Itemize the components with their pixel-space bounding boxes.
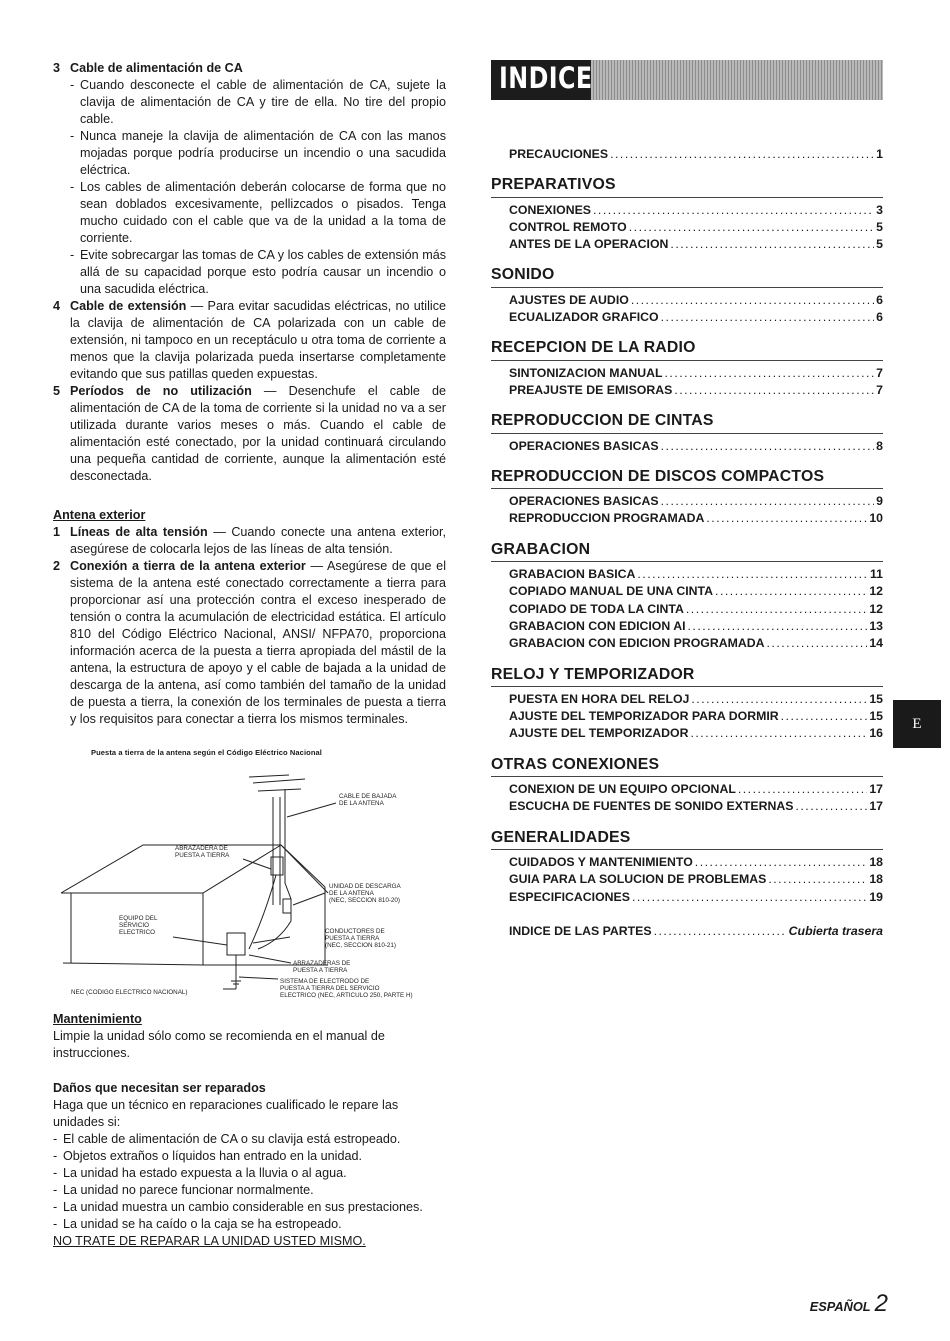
item-title: Cable de alimentación de CA bbox=[70, 61, 243, 75]
toc-leader-dots bbox=[781, 708, 868, 725]
label-abrazadera: ABRAZADERA DE PUESTA A TIERRA bbox=[175, 845, 230, 860]
antenna-grounding-diagram bbox=[53, 765, 446, 1005]
page-footer bbox=[810, 1290, 888, 1318]
toc-entry-label: GRABACION CON EDICION AI bbox=[509, 618, 686, 633]
toc-entry-label: ESCUCHA DE FUENTES DE SONIDO EXTERNAS bbox=[509, 799, 794, 814]
toc-section-title: OTRAS CONEXIONES bbox=[491, 756, 883, 777]
toc-entry-label: GRABACION BASICA bbox=[509, 567, 636, 582]
label-equipo-servicio: EQUIPO DEL SERVICIO ELECTRICO bbox=[119, 915, 158, 937]
page-number: 2 bbox=[874, 1290, 888, 1317]
toc-entry-label: ECUALIZADOR GRAFICO bbox=[509, 310, 659, 325]
list-item: - La unidad muestra un cambio considerable en sus prestaciones. bbox=[53, 1199, 446, 1216]
toc-leader-dots bbox=[767, 635, 868, 652]
toc-entry[interactable] bbox=[491, 202, 883, 219]
toc-entry[interactable] bbox=[491, 566, 883, 583]
toc-leader-dots bbox=[670, 236, 874, 253]
label-abrazaderas: ABRAZADERAS DE PUESTA A TIERRA bbox=[293, 960, 351, 975]
list-item: - La unidad se ha caído o la caja se ha estropeado. bbox=[53, 1216, 446, 1233]
toc-entry[interactable] bbox=[491, 618, 883, 635]
toc-entry[interactable] bbox=[491, 365, 883, 382]
item-text: — Desenchufe el cable de alimentación de CA de la toma de corriente si la unidad no va a ser utilizada durante varios meses o más. Cuando el cable de alimentación esté conectado, por la unidad continuará circulando una pequeña cantidad de corriente, aunque la alimentación esté desconectada. bbox=[70, 384, 447, 483]
label-unidad-descarga: UNIDAD DE DESCARGA DE LA ANTENA (NEC, SECCION 810-20) bbox=[329, 883, 401, 905]
toc-entry[interactable] bbox=[491, 510, 883, 527]
toc-leader-dots bbox=[690, 725, 867, 742]
toc-entry-label: ESPECIFICACIONES bbox=[509, 889, 630, 904]
toc-section bbox=[491, 756, 883, 816]
toc-entry-page: 5 bbox=[876, 237, 883, 252]
index-title-banner bbox=[491, 60, 883, 100]
toc-entry[interactable] bbox=[491, 923, 883, 940]
toc-entry[interactable] bbox=[491, 438, 883, 455]
toc-leader-dots bbox=[654, 923, 787, 940]
item-number: 5 bbox=[53, 384, 61, 398]
toc-entry-page: 18 bbox=[869, 854, 883, 869]
toc-leader-dots bbox=[664, 365, 874, 382]
bullet-list bbox=[70, 77, 446, 298]
toc-entry-label: SINTONIZACION MANUAL bbox=[509, 365, 663, 380]
toc-entry-page: 19 bbox=[869, 889, 883, 904]
toc-entry-page: 1 bbox=[876, 147, 883, 161]
list-item: - La unidad no parece funcionar normalmente. bbox=[53, 1182, 446, 1199]
toc-leader-dots bbox=[706, 510, 867, 527]
toc-entry-label: GUIA PARA LA SOLUCION DE PROBLEMAS bbox=[509, 872, 767, 887]
toc-section-title: REPRODUCCION DE DISCOS COMPACTOS bbox=[491, 468, 883, 489]
toc-section bbox=[491, 468, 883, 528]
table-of-contents bbox=[491, 146, 883, 940]
toc-entry-page: 10 bbox=[869, 511, 883, 526]
item-number: 2 bbox=[53, 559, 61, 573]
toc-entry[interactable] bbox=[491, 292, 883, 309]
toc-section-title: RECEPCION DE LA RADIO bbox=[491, 339, 883, 360]
item-lineas-alta-tension bbox=[53, 524, 446, 558]
toc-entry-label: PREAJUSTE DE EMISORAS bbox=[509, 382, 673, 397]
toc-leader-dots bbox=[795, 798, 867, 815]
danos-heading: Daños que necesitan ser reparados bbox=[53, 1081, 266, 1095]
toc-entry[interactable] bbox=[491, 691, 883, 708]
label-conductores: CONDUCTORES DE PUESTA A TIERRA (NEC, SECCION 810-21) bbox=[325, 928, 397, 950]
toc-leader-dots bbox=[674, 382, 874, 399]
toc-section bbox=[491, 266, 883, 326]
toc-entry-label: PRECAUCIONES bbox=[509, 147, 609, 161]
toc-section-title: PREPARATIVOS bbox=[491, 176, 883, 197]
toc-entry[interactable] bbox=[491, 146, 883, 163]
toc-leader-dots bbox=[661, 493, 875, 510]
toc-entry-page: 11 bbox=[870, 567, 883, 582]
toc-entry-page: 17 bbox=[869, 782, 883, 797]
footer-language: ESPAÑOL bbox=[809, 1299, 871, 1314]
toc-leader-dots bbox=[768, 871, 867, 888]
toc-entry-label: OPERACIONES BASICAS bbox=[509, 494, 659, 509]
toc-section-title: REPRODUCCION DE CINTAS bbox=[491, 412, 883, 433]
toc-entry[interactable] bbox=[491, 889, 883, 906]
toc-entry[interactable] bbox=[491, 798, 883, 815]
toc-section bbox=[491, 541, 883, 653]
toc-entry-label: CONEXIONES bbox=[509, 202, 591, 217]
toc-entry-label: OPERACIONES BASICAS bbox=[509, 438, 659, 453]
toc-section-title: GENERALIDADES bbox=[491, 829, 883, 850]
toc-entry[interactable] bbox=[491, 725, 883, 742]
list-item: - El cable de alimentación de CA o su clavija está estropeado. bbox=[53, 1131, 446, 1148]
left-column bbox=[53, 60, 446, 1250]
toc-entry[interactable] bbox=[491, 583, 883, 600]
language-tab: E bbox=[893, 700, 941, 748]
toc-entry-label: GRABACION CON EDICION PROGRAMADA bbox=[509, 636, 765, 651]
mantenimiento-text: Limpie la unidad sólo como se recomienda en el manual de instrucciones. bbox=[53, 1029, 385, 1060]
toc-leader-dots bbox=[715, 583, 867, 600]
toc-entry[interactable] bbox=[491, 309, 883, 326]
toc-leader-dots bbox=[661, 438, 875, 455]
toc-entry-label: COPIADO DE TODA LA CINTA bbox=[509, 601, 684, 616]
item-title: Líneas de alta tensión bbox=[70, 525, 208, 539]
toc-entry-page: 6 bbox=[876, 310, 883, 325]
toc-entry-page: 9 bbox=[876, 494, 883, 509]
toc-leader-dots bbox=[637, 566, 868, 583]
danos-intro: Haga que un técnico en reparaciones cualificado le repare las unidades si: bbox=[53, 1098, 399, 1129]
toc-entry-label: CONTROL REMOTO bbox=[509, 219, 627, 234]
toc-entry-page: 13 bbox=[869, 618, 883, 633]
toc-entry-label: CONEXION DE UN EQUIPO OPCIONAL bbox=[509, 782, 736, 797]
toc-entry-page: 12 bbox=[869, 601, 883, 616]
toc-entry-page: 14 bbox=[869, 636, 883, 651]
toc-section bbox=[491, 339, 883, 399]
item-title: Cable de extensión bbox=[70, 299, 187, 313]
item-title: Conexión a tierra de la antena exterior bbox=[70, 559, 306, 573]
toc-entry-page: 3 bbox=[876, 202, 883, 217]
item-text: — Para evitar sacudidas eléctricas, no utilice la clavija de alimentación de CA polarizada con un cable de extensión, ni tampoco en un receptáculo u otra toma de corriente a menos que la clavija polarizada pueda insertarse completamente evitando que sus patillas queden expuestas. bbox=[70, 299, 447, 381]
toc-entry-page: 15 bbox=[869, 709, 883, 724]
toc-section bbox=[491, 666, 883, 743]
toc-leader-dots bbox=[632, 889, 867, 906]
toc-section-title: SONIDO bbox=[491, 266, 883, 287]
toc-section-title: GRABACION bbox=[491, 541, 883, 562]
toc-entry-label: INDICE DE LAS PARTES bbox=[509, 923, 652, 938]
toc-leader-dots bbox=[631, 292, 874, 309]
index-column bbox=[491, 60, 883, 940]
label-sistema-electrodo: SISTEMA DE ELECTRODO DE PUESTA A TIERRA DEL SERVICIO ELECTRICO (NEC, ARTICULO 250, PARTE H) bbox=[280, 978, 413, 1000]
toc-entry[interactable] bbox=[491, 601, 883, 618]
toc-entry-label: AJUSTE DEL TEMPORIZADOR PARA DORMIR bbox=[509, 709, 779, 724]
item-title: Períodos de no utilización bbox=[70, 384, 252, 398]
label-cable-bajada: CABLE DE BAJADA DE LA ANTENA bbox=[339, 793, 397, 808]
toc-section bbox=[491, 176, 883, 253]
toc-leader-dots bbox=[686, 601, 867, 618]
toc-leader-dots bbox=[738, 781, 867, 798]
toc-entry[interactable] bbox=[491, 871, 883, 888]
toc-entry-label: PUESTA EN HORA DEL RELOJ bbox=[509, 691, 690, 706]
toc-entry-label: ANTES DE LA OPERACION bbox=[509, 237, 669, 252]
toc-entry-page: 7 bbox=[876, 365, 883, 380]
toc-entry[interactable] bbox=[491, 236, 883, 253]
toc-entry-label: COPIADO MANUAL DE UNA CINTA bbox=[509, 584, 714, 599]
toc-entry-label: AJUSTES DE AUDIO bbox=[509, 292, 629, 307]
toc-entry[interactable] bbox=[491, 493, 883, 510]
list-item: - Evite sobrecargar las tomas de CA y los cables de extensión más allá de su capacidad porque esto podría causar un incendio o una sacudida eléctrica. bbox=[70, 247, 446, 298]
toc-entry-page: 6 bbox=[876, 292, 883, 307]
danos-list bbox=[53, 1131, 446, 1233]
toc-leader-dots bbox=[688, 618, 868, 635]
item-periodos bbox=[53, 383, 446, 485]
toc-entry[interactable] bbox=[491, 635, 883, 652]
toc-section bbox=[491, 829, 883, 906]
list-item: - Objetos extraños o líquidos han entrado en la unidad. bbox=[53, 1148, 446, 1165]
mantenimiento-heading: Mantenimiento bbox=[53, 1012, 142, 1026]
toc-section bbox=[491, 412, 883, 455]
label-nec: NEC (CODIGO ELECTRICO NACIONAL) bbox=[71, 989, 188, 996]
toc-leader-dots bbox=[691, 691, 867, 708]
toc-entry[interactable] bbox=[491, 219, 883, 236]
repair-warning: NO TRATE DE REPARAR LA UNIDAD USTED MISMO. bbox=[53, 1234, 366, 1248]
toc-entry-page: 5 bbox=[876, 219, 883, 234]
toc-entry-page: 8 bbox=[876, 438, 883, 453]
toc-leader-dots bbox=[661, 309, 875, 326]
toc-leader-dots bbox=[610, 146, 874, 163]
toc-leader-dots bbox=[695, 854, 868, 871]
list-item: - Nunca maneje la clavija de alimentación de CA con las manos mojadas porque podría producirse un incendio o una sacudida eléctrica. bbox=[70, 128, 446, 179]
toc-entry-page: 15 bbox=[869, 691, 883, 706]
toc-leader-dots bbox=[593, 202, 874, 219]
toc-entry[interactable] bbox=[491, 854, 883, 871]
toc-entry-page: 16 bbox=[869, 726, 883, 741]
item-number: 1 bbox=[53, 525, 61, 539]
toc-entry-page: 12 bbox=[869, 584, 883, 599]
diagram-title: Puesta a tierra de la antena según el Código Eléctrico Nacional bbox=[91, 748, 322, 757]
item-number: 4 bbox=[53, 299, 61, 313]
item-number: 3 bbox=[53, 61, 61, 75]
toc-entry-page: 7 bbox=[876, 382, 883, 397]
antena-heading: Antena exterior bbox=[53, 508, 146, 522]
list-item: - Cuando desconecte el cable de alimentación de CA, sujete la clavija de alimentación de CA y tire de ella. No tire del propio cable. bbox=[70, 77, 446, 128]
index-title: INDICE bbox=[499, 61, 593, 95]
toc-entry-label: AJUSTE DEL TEMPORIZADOR bbox=[509, 726, 689, 741]
toc-entry[interactable] bbox=[491, 382, 883, 399]
toc-entry[interactable] bbox=[491, 781, 883, 798]
list-item: - La unidad ha estado expuesta a la lluvia o al agua. bbox=[53, 1165, 446, 1182]
item-cable-extension bbox=[53, 298, 446, 383]
toc-entry-page: 18 bbox=[869, 872, 883, 887]
toc-entry-page: 17 bbox=[869, 799, 883, 814]
toc-sections bbox=[491, 176, 883, 906]
toc-entry-page: Cubierta trasera bbox=[788, 923, 883, 938]
toc-leader-dots bbox=[629, 219, 874, 236]
toc-entry[interactable] bbox=[491, 708, 883, 725]
list-item: - Los cables de alimentación deberán colocarse de forma que no sean doblados excesivamente, pellizcados o pisados. Tenga mucho cuidado con el cable que va de la unidad a la toma de corriente. bbox=[70, 179, 446, 247]
toc-entry-label: REPRODUCCION PROGRAMADA bbox=[509, 511, 705, 526]
item-text: — Cuando conecte una antena exterior, asegúrese de colocarla lejos de las líneas de alta tensión. bbox=[70, 525, 446, 556]
toc-entry-label: CUIDADOS Y MANTENIMIENTO bbox=[509, 854, 693, 869]
item-conexion-tierra bbox=[53, 558, 446, 728]
item-text: — Asegúrese de que el sistema de la antena esté conectado correctamente a tierra para proporcionar así una protección contra el exceso inesperado de tensión o contra la acumulación de electricidad estática. El artículo 810 del Código Eléctrico Nacional, ANSI/ NFPA70, proporciona información acerca de la puesta a tierra apropiada del mástil de la antena, la estructura de apoyo y el cable de bajada a la unidad de descarga de la antena, así como también del tamaño de la unidad de puesta a tierra, la conexión de los terminales de puesta a tierra y los requisitos para conectar a tierra los mismos terminales. bbox=[70, 559, 446, 726]
toc-section-title: RELOJ Y TEMPORIZADOR bbox=[491, 666, 883, 687]
item-cable-alimentacion bbox=[53, 60, 446, 298]
